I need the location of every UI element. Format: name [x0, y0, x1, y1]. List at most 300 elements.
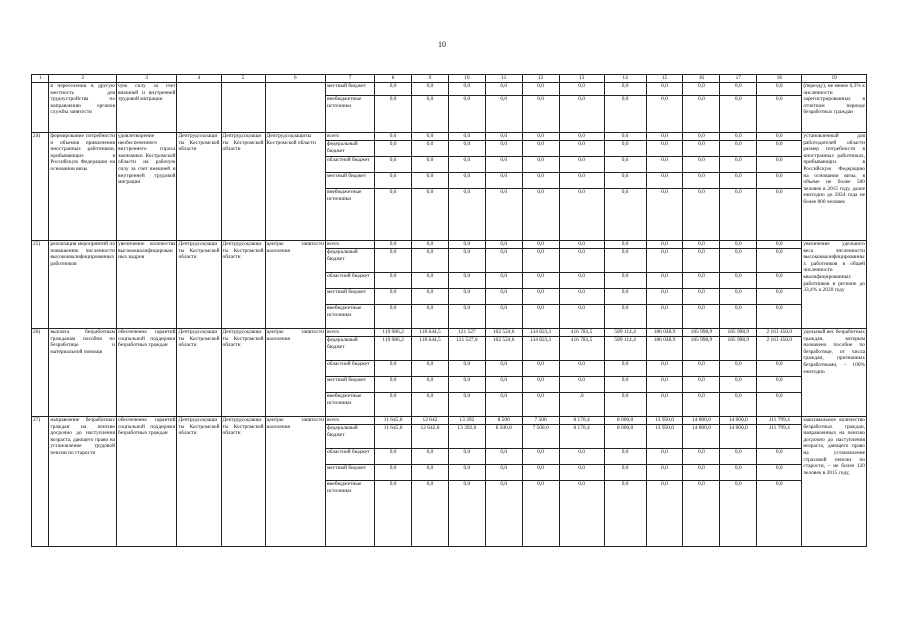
header-cell: 12: [522, 75, 559, 83]
row-index: 26): [32, 329, 49, 417]
funding-value: 0,0: [646, 241, 683, 249]
funding-source-label: внебюджетные источники: [325, 305, 374, 329]
funding-value: 0,0: [683, 133, 720, 141]
funding-value: 0,0: [604, 83, 646, 96]
funding-value: 121 527,0: [448, 337, 485, 361]
funding-value: 11 645,0: [375, 417, 412, 425]
funding-source-label: областной бюджет: [325, 449, 374, 465]
header-cell: 9: [412, 75, 449, 83]
header-cell: 19: [802, 75, 867, 83]
funding-source-label: внебюджетные источники: [325, 481, 374, 547]
funding-value: 0,0: [485, 189, 522, 241]
funding-source-label: внебюджетные источники: [325, 96, 374, 133]
table-row: [32, 329, 867, 337]
funding-value: 0,0: [604, 189, 646, 241]
table-body: [32, 83, 867, 547]
funding-source-label: внебюджетные источники: [325, 393, 374, 417]
funding-value: 0,0: [485, 96, 522, 133]
funding-value: 8 000,0: [604, 425, 646, 449]
funding-value: 0,0: [646, 289, 683, 305]
funding-value: 0,0: [720, 249, 757, 273]
funding-value: 0,0: [412, 96, 449, 133]
funding-value: 0,0: [720, 241, 757, 249]
funding-value: 0,0: [559, 249, 604, 273]
funding-value: 0,0: [448, 189, 485, 241]
funding-value: 186 048,9: [646, 337, 683, 361]
header-cell: 16: [683, 75, 720, 83]
funding-value: 0,0: [448, 377, 485, 393]
funding-value: 0,0: [720, 96, 757, 133]
funding-value: 0,0: [448, 96, 485, 133]
header-cell: 17: [720, 75, 757, 83]
funding-value: 0,0: [720, 273, 757, 289]
funding-value: 0,0: [757, 249, 802, 273]
funding-value: 0,0: [720, 133, 757, 141]
funding-value: 0,0: [757, 273, 802, 289]
funding-value: 0,0: [720, 377, 757, 393]
funding-value: 118 644,5: [412, 329, 449, 337]
expected-result: удовлетворение необеспеченного внутреннего спроса экономики Костромской области на рабочую силу за счет внешней и внутренней трудовой миграции: [117, 133, 177, 241]
funding-value: 0,0: [375, 377, 412, 393]
funding-value: 0,0: [522, 241, 559, 249]
funding-value: 0,0: [683, 465, 720, 481]
funding-value: 0,0: [604, 465, 646, 481]
header-cell: 15: [646, 75, 683, 83]
funding-value: 0,0: [646, 273, 683, 289]
funding-value: 0,0: [448, 465, 485, 481]
funding-value: 0,0: [485, 377, 522, 393]
funding-value: 0,0: [522, 377, 559, 393]
funding-value: 0,0: [522, 361, 559, 377]
funding-value: 185 998,9: [683, 337, 720, 361]
participant: центры занятости населения: [265, 241, 325, 329]
funding-source-label: всего: [325, 329, 374, 337]
target-indicator: увеличение удельного веса численности высококвалифицированных работников в общей численности квалифицированных работников в регионе до 33,4% к 2020 году: [802, 241, 867, 329]
funding-value: 0,0: [646, 481, 683, 547]
funding-source-label: внебюджетные источники: [325, 189, 374, 241]
funding-value: 14 000,0: [683, 425, 720, 449]
funding-value: 0,0: [604, 241, 646, 249]
funding-value: 0,0: [757, 305, 802, 329]
table-row: [32, 241, 867, 249]
funding-value: 0,0: [412, 189, 449, 241]
funding-source-label: местный бюджет: [325, 173, 374, 189]
responsible-executor: [177, 83, 221, 133]
header-cell: 7: [325, 75, 374, 83]
target-indicator: (перезду), не менее 0,3% к численности зарегистрированных в отчетном периоде безработных граждан: [802, 83, 867, 133]
funding-value: 0,0: [757, 393, 802, 417]
funding-value: 0,0: [412, 393, 449, 417]
funding-value: 0,0: [757, 377, 802, 393]
funding-value: 14 000,0: [720, 425, 757, 449]
header-cell: 18: [757, 75, 802, 83]
funding-value: 13 392: [448, 417, 485, 425]
funding-value: 0,0: [448, 241, 485, 249]
funding-value: 0,0: [559, 361, 604, 377]
funding-value: 8 000,0: [604, 417, 646, 425]
funding-value: 134 823,1: [522, 329, 559, 337]
funding-value: 0,0: [683, 96, 720, 133]
funding-value: 0,0: [559, 465, 604, 481]
funding-value: 0,0: [412, 83, 449, 96]
funding-value: 0,0: [375, 361, 412, 377]
funding-value: 0,0: [412, 157, 449, 173]
funding-value: 0,0: [559, 289, 604, 305]
funding-value: 0,0: [683, 289, 720, 305]
expected-result: обеспечение гарантий социальной поддержки безработных граждан: [117, 417, 177, 547]
co-executor: Дептрудсоцзащиты Костромской области: [221, 133, 265, 241]
funding-value: 0,0: [375, 449, 412, 465]
funding-value: 0,0: [522, 481, 559, 547]
funding-value: 0,0: [683, 377, 720, 393]
header-cell: 14: [604, 75, 646, 83]
funding-value: 0,0: [485, 393, 522, 417]
funding-value: 102 524,6: [485, 329, 522, 337]
funding-value: 0,0: [412, 241, 449, 249]
co-executor: Дептрудсоцзащиты Костромской области: [221, 417, 265, 547]
funding-value: 0,0: [522, 173, 559, 189]
funding-value: 7 500: [522, 417, 559, 425]
funding-value: 12 642,0: [412, 425, 449, 449]
funding-value: 0,0: [522, 393, 559, 417]
funding-value: 0,0: [412, 377, 449, 393]
funding-value: 0,0: [559, 173, 604, 189]
funding-value: 185 998,9: [720, 329, 757, 337]
funding-value: 0,0: [559, 241, 604, 249]
funding-value: 0,0: [559, 305, 604, 329]
responsible-executor: Дептрудсоцзащиты Костромской области: [177, 329, 221, 417]
funding-value: 0,0: [646, 465, 683, 481]
funding-value: 185 998,9: [683, 329, 720, 337]
funding-value: 0,0: [646, 157, 683, 173]
funding-value: 0,0: [522, 83, 559, 96]
funding-value: 0,0: [448, 173, 485, 189]
activity-name: выплата безработным гражданам пособия по безработице и материальной помощи: [49, 329, 117, 417]
header-cell: 4: [177, 75, 221, 83]
expected-result: чую силу за счет внешней и внутренней трудовой миграции: [117, 83, 177, 133]
funding-value: 0,0: [412, 289, 449, 305]
header-cell: 5: [221, 75, 265, 83]
funding-value: 0,0: [448, 361, 485, 377]
funding-value: 0,0: [559, 189, 604, 241]
funding-value: 0,0: [448, 393, 485, 417]
funding-value: 0,0: [720, 481, 757, 547]
funding-value: 0,0: [448, 449, 485, 465]
funding-value: 0,0: [375, 305, 412, 329]
activity-name: направление безработных граждан на пенсию досрочно до наступления возраста, дающего право на установление трудовой пенсии по старости: [49, 417, 117, 547]
funding-value: 0,0: [522, 189, 559, 241]
funding-source-label: всего: [325, 241, 374, 249]
funding-value: 8 500,0: [485, 425, 522, 449]
funding-value: 2 161 450,0: [757, 337, 802, 361]
co-executor: Дептрудсоцзащиты Костромской области: [221, 329, 265, 417]
header-cell: 13: [559, 75, 604, 83]
funding-value: 0,0: [448, 481, 485, 547]
funding-value: 186 048,9: [646, 329, 683, 337]
funding-value: 0,0: [375, 83, 412, 96]
funding-value: 0,0: [559, 377, 604, 393]
funding-value: 0,0: [720, 83, 757, 96]
funding-value: 119 986,2: [375, 329, 412, 337]
header-cell: 6: [265, 75, 325, 83]
funding-value: 0,0: [375, 273, 412, 289]
header-cell: 1: [32, 75, 49, 83]
funding-source-label: всего: [325, 417, 374, 425]
funding-value: 0,0: [448, 289, 485, 305]
funding-value: 0,0: [559, 273, 604, 289]
funding-value: 0,0: [412, 173, 449, 189]
funding-source-label: федеральный бюджет: [325, 337, 374, 361]
funding-value: 0,0: [559, 83, 604, 96]
funding-value: 0,0: [646, 83, 683, 96]
funding-value: 0,0: [522, 449, 559, 465]
funding-value: 0,0: [559, 96, 604, 133]
target-indicator: максимальное количество безработных граждан, направленных на пенсию досрочно до наступления возраста, дающего право на установление страховой пенсии по старости, – не более 120 человек в 2015 году,: [802, 417, 867, 547]
funding-value: 102 524,6: [485, 337, 522, 361]
funding-value: 0,0: [646, 393, 683, 417]
funding-value: 0,0: [683, 83, 720, 96]
funding-value: 13 950,0: [646, 417, 683, 425]
funding-value: 0,0: [683, 173, 720, 189]
funding-value: 0,0: [757, 449, 802, 465]
funding-value: 0,0: [522, 96, 559, 133]
funding-value: 12 642: [412, 417, 449, 425]
funding-value: 0,0: [559, 141, 604, 157]
program-activities-table: [31, 74, 867, 547]
funding-value: 0,0: [485, 289, 522, 305]
funding-value: 121 527: [448, 329, 485, 337]
header-cell: 11: [485, 75, 522, 83]
header-cell: 8: [375, 75, 412, 83]
funding-value: 13 392,0: [448, 425, 485, 449]
row-index: [32, 83, 49, 133]
funding-value: 0,0: [412, 481, 449, 547]
funding-value: 0,0: [683, 449, 720, 465]
funding-value: 0,0: [375, 465, 412, 481]
expected-result: увеличение количества высококвалифицированных кадров: [117, 241, 177, 329]
row-index: 25): [32, 241, 49, 329]
funding-source-label: местный бюджет: [325, 377, 374, 393]
funding-value: 0,0: [412, 449, 449, 465]
funding-source-label: областной бюджет: [325, 157, 374, 173]
funding-value: ,0: [559, 393, 604, 417]
row-index: 27): [32, 417, 49, 547]
funding-value: 0,0: [485, 83, 522, 96]
funding-value: 0,0: [375, 241, 412, 249]
activity-name: реализация мероприятий по повышению численности высококвалифицированных работников: [49, 241, 117, 329]
funding-value: 0,0: [683, 393, 720, 417]
funding-value: 0,0: [757, 241, 802, 249]
funding-value: 0,0: [412, 133, 449, 141]
funding-value: 0,0: [683, 305, 720, 329]
funding-source-label: всего: [325, 133, 374, 141]
funding-value: 13 950,0: [646, 425, 683, 449]
funding-value: 0,0: [485, 481, 522, 547]
funding-value: 0,0: [375, 141, 412, 157]
funding-value: 0,0: [375, 173, 412, 189]
funding-value: 0,0: [720, 361, 757, 377]
funding-value: 0,0: [375, 96, 412, 133]
header-cell: 3: [117, 75, 177, 83]
funding-value: 0,0: [604, 305, 646, 329]
funding-source-label: местный бюджет: [325, 465, 374, 481]
funding-value: 0,0: [757, 361, 802, 377]
funding-value: 0,0: [522, 133, 559, 141]
funding-value: 0,0: [412, 249, 449, 273]
funding-value: 0,0: [412, 273, 449, 289]
funding-value: 0,0: [757, 465, 802, 481]
funding-value: 0,0: [375, 189, 412, 241]
funding-value: 0,0: [448, 305, 485, 329]
funding-value: 0,0: [683, 249, 720, 273]
funding-value: 0,0: [683, 141, 720, 157]
funding-value: 0,0: [522, 273, 559, 289]
funding-source-label: местный бюджет: [325, 83, 374, 96]
funding-value: 0,0: [522, 465, 559, 481]
page-number: 10: [438, 40, 446, 49]
funding-value: 0,0: [485, 273, 522, 289]
funding-value: 0,0: [720, 289, 757, 305]
funding-value: 0,0: [604, 481, 646, 547]
funding-value: 0,0: [646, 189, 683, 241]
table-row: [32, 417, 867, 425]
responsible-executor: Дептрудсоцзащиты Костромской области: [177, 241, 221, 329]
funding-value: 119 986,2: [375, 337, 412, 361]
funding-value: 0,0: [522, 157, 559, 173]
funding-value: 0,0: [559, 133, 604, 141]
funding-value: 0,0: [448, 133, 485, 141]
funding-value: 8 170,4: [559, 417, 604, 425]
funding-value: 0,0: [683, 273, 720, 289]
funding-source-label: областной бюджет: [325, 361, 374, 377]
funding-value: 0,0: [522, 305, 559, 329]
funding-value: 0,0: [375, 393, 412, 417]
funding-value: 0,0: [559, 449, 604, 465]
funding-value: 111 799,4: [757, 425, 802, 449]
funding-value: 0,0: [646, 449, 683, 465]
funding-value: 0,0: [412, 305, 449, 329]
funding-value: 0,0: [375, 249, 412, 273]
funding-value: 0,0: [604, 173, 646, 189]
header-cell: 2: [49, 75, 117, 83]
funding-value: 589 114,4: [604, 337, 646, 361]
funding-value: 0,0: [720, 141, 757, 157]
funding-value: 0,0: [646, 133, 683, 141]
funding-value: 0,0: [604, 273, 646, 289]
funding-value: 0,0: [485, 141, 522, 157]
responsible-executor: Дептрудсоцзащиты Костромской области: [177, 417, 221, 547]
funding-value: 0,0: [757, 481, 802, 547]
funding-value: 0,0: [559, 481, 604, 547]
funding-value: 0,0: [522, 141, 559, 157]
funding-value: 7 500,0: [522, 425, 559, 449]
header-cell: 10: [448, 75, 485, 83]
funding-value: 0,0: [646, 249, 683, 273]
funding-value: 0,0: [522, 289, 559, 305]
funding-value: 0,0: [375, 481, 412, 547]
funding-source-label: федеральный бюджет: [325, 425, 374, 449]
funding-value: 0,0: [604, 393, 646, 417]
funding-value: 0,0: [720, 157, 757, 173]
funding-value: 0,0: [448, 141, 485, 157]
funding-value: 8 500: [485, 417, 522, 425]
funding-value: 0,0: [757, 141, 802, 157]
funding-value: 0,0: [485, 249, 522, 273]
funding-value: 0,0: [604, 133, 646, 141]
funding-value: 0,0: [604, 141, 646, 157]
co-executor: [221, 83, 265, 133]
participant: центры занятости населения: [265, 417, 325, 547]
header-row: [32, 75, 867, 83]
funding-value: 134 823,1: [522, 337, 559, 361]
funding-value: 0,0: [604, 157, 646, 173]
funding-value: 0,0: [375, 157, 412, 173]
funding-value: 0,0: [485, 241, 522, 249]
funding-value: 0,0: [485, 465, 522, 481]
funding-value: 416 783,5: [559, 337, 604, 361]
funding-value: 0,0: [412, 465, 449, 481]
target-indicator: удельный вес безработных граждан, которым назначено пособие по безработице, от числа граждан, признанных безработными, – 100% ежегодно: [802, 329, 867, 417]
activity-name: в переселении в другую местность для трудоустройства по направлению органов службы занятости: [49, 83, 117, 133]
funding-source-label: областной бюджет: [325, 273, 374, 289]
funding-value: 0,0: [757, 289, 802, 305]
funding-value: 0,0: [646, 361, 683, 377]
funding-value: 0,0: [412, 141, 449, 157]
funding-value: 0,0: [604, 249, 646, 273]
funding-source-label: федеральный бюджет: [325, 141, 374, 157]
funding-value: 0,0: [757, 96, 802, 133]
funding-value: 118 644,5: [412, 337, 449, 361]
expected-result: обеспечение гарантий социальной поддержки безработных граждан: [117, 329, 177, 417]
funding-value: 185 998,9: [720, 337, 757, 361]
table-row: [32, 133, 867, 141]
funding-value: 0,0: [448, 273, 485, 289]
funding-value: 0,0: [646, 141, 683, 157]
funding-value: 8 170,4: [559, 425, 604, 449]
table-row: [32, 83, 867, 96]
funding-value: 0,0: [646, 96, 683, 133]
funding-value: 0,0: [683, 189, 720, 241]
funding-value: 0,0: [757, 189, 802, 241]
funding-value: 0,0: [448, 249, 485, 273]
funding-value: 0,0: [720, 449, 757, 465]
funding-value: 0,0: [485, 133, 522, 141]
funding-value: 0,0: [720, 189, 757, 241]
responsible-executor: Дептрудсоцзащиты Костромской области: [177, 133, 221, 241]
funding-value: 0,0: [720, 305, 757, 329]
participant: центры занятости населения: [265, 329, 325, 417]
funding-value: 0,0: [412, 361, 449, 377]
funding-value: 14 000,0: [683, 417, 720, 425]
funding-value: 0,0: [646, 377, 683, 393]
funding-value: 0,0: [604, 289, 646, 305]
funding-value: 0,0: [720, 173, 757, 189]
target-indicator: установленный для работодателей области размер потребности в иностранных работниках, прибывающих в Российскую Федерацию на основании визы, в объеме не более 500 человек в 2015 году, далее ежегодно до 2024 года не более 800 человек: [802, 133, 867, 241]
funding-value: 0,0: [485, 449, 522, 465]
funding-value: 0,0: [485, 173, 522, 189]
funding-value: 0,0: [522, 249, 559, 273]
funding-value: 0,0: [375, 133, 412, 141]
funding-value: 0,0: [683, 481, 720, 547]
funding-value: 0,0: [646, 173, 683, 189]
funding-value: 0,0: [683, 241, 720, 249]
funding-value: 0,0: [448, 83, 485, 96]
funding-value: 0,0: [485, 361, 522, 377]
funding-value: 0,0: [448, 157, 485, 173]
funding-value: 0,0: [604, 449, 646, 465]
funding-value: 0,0: [757, 133, 802, 141]
funding-source-label: федеральный бюджет: [325, 249, 374, 273]
